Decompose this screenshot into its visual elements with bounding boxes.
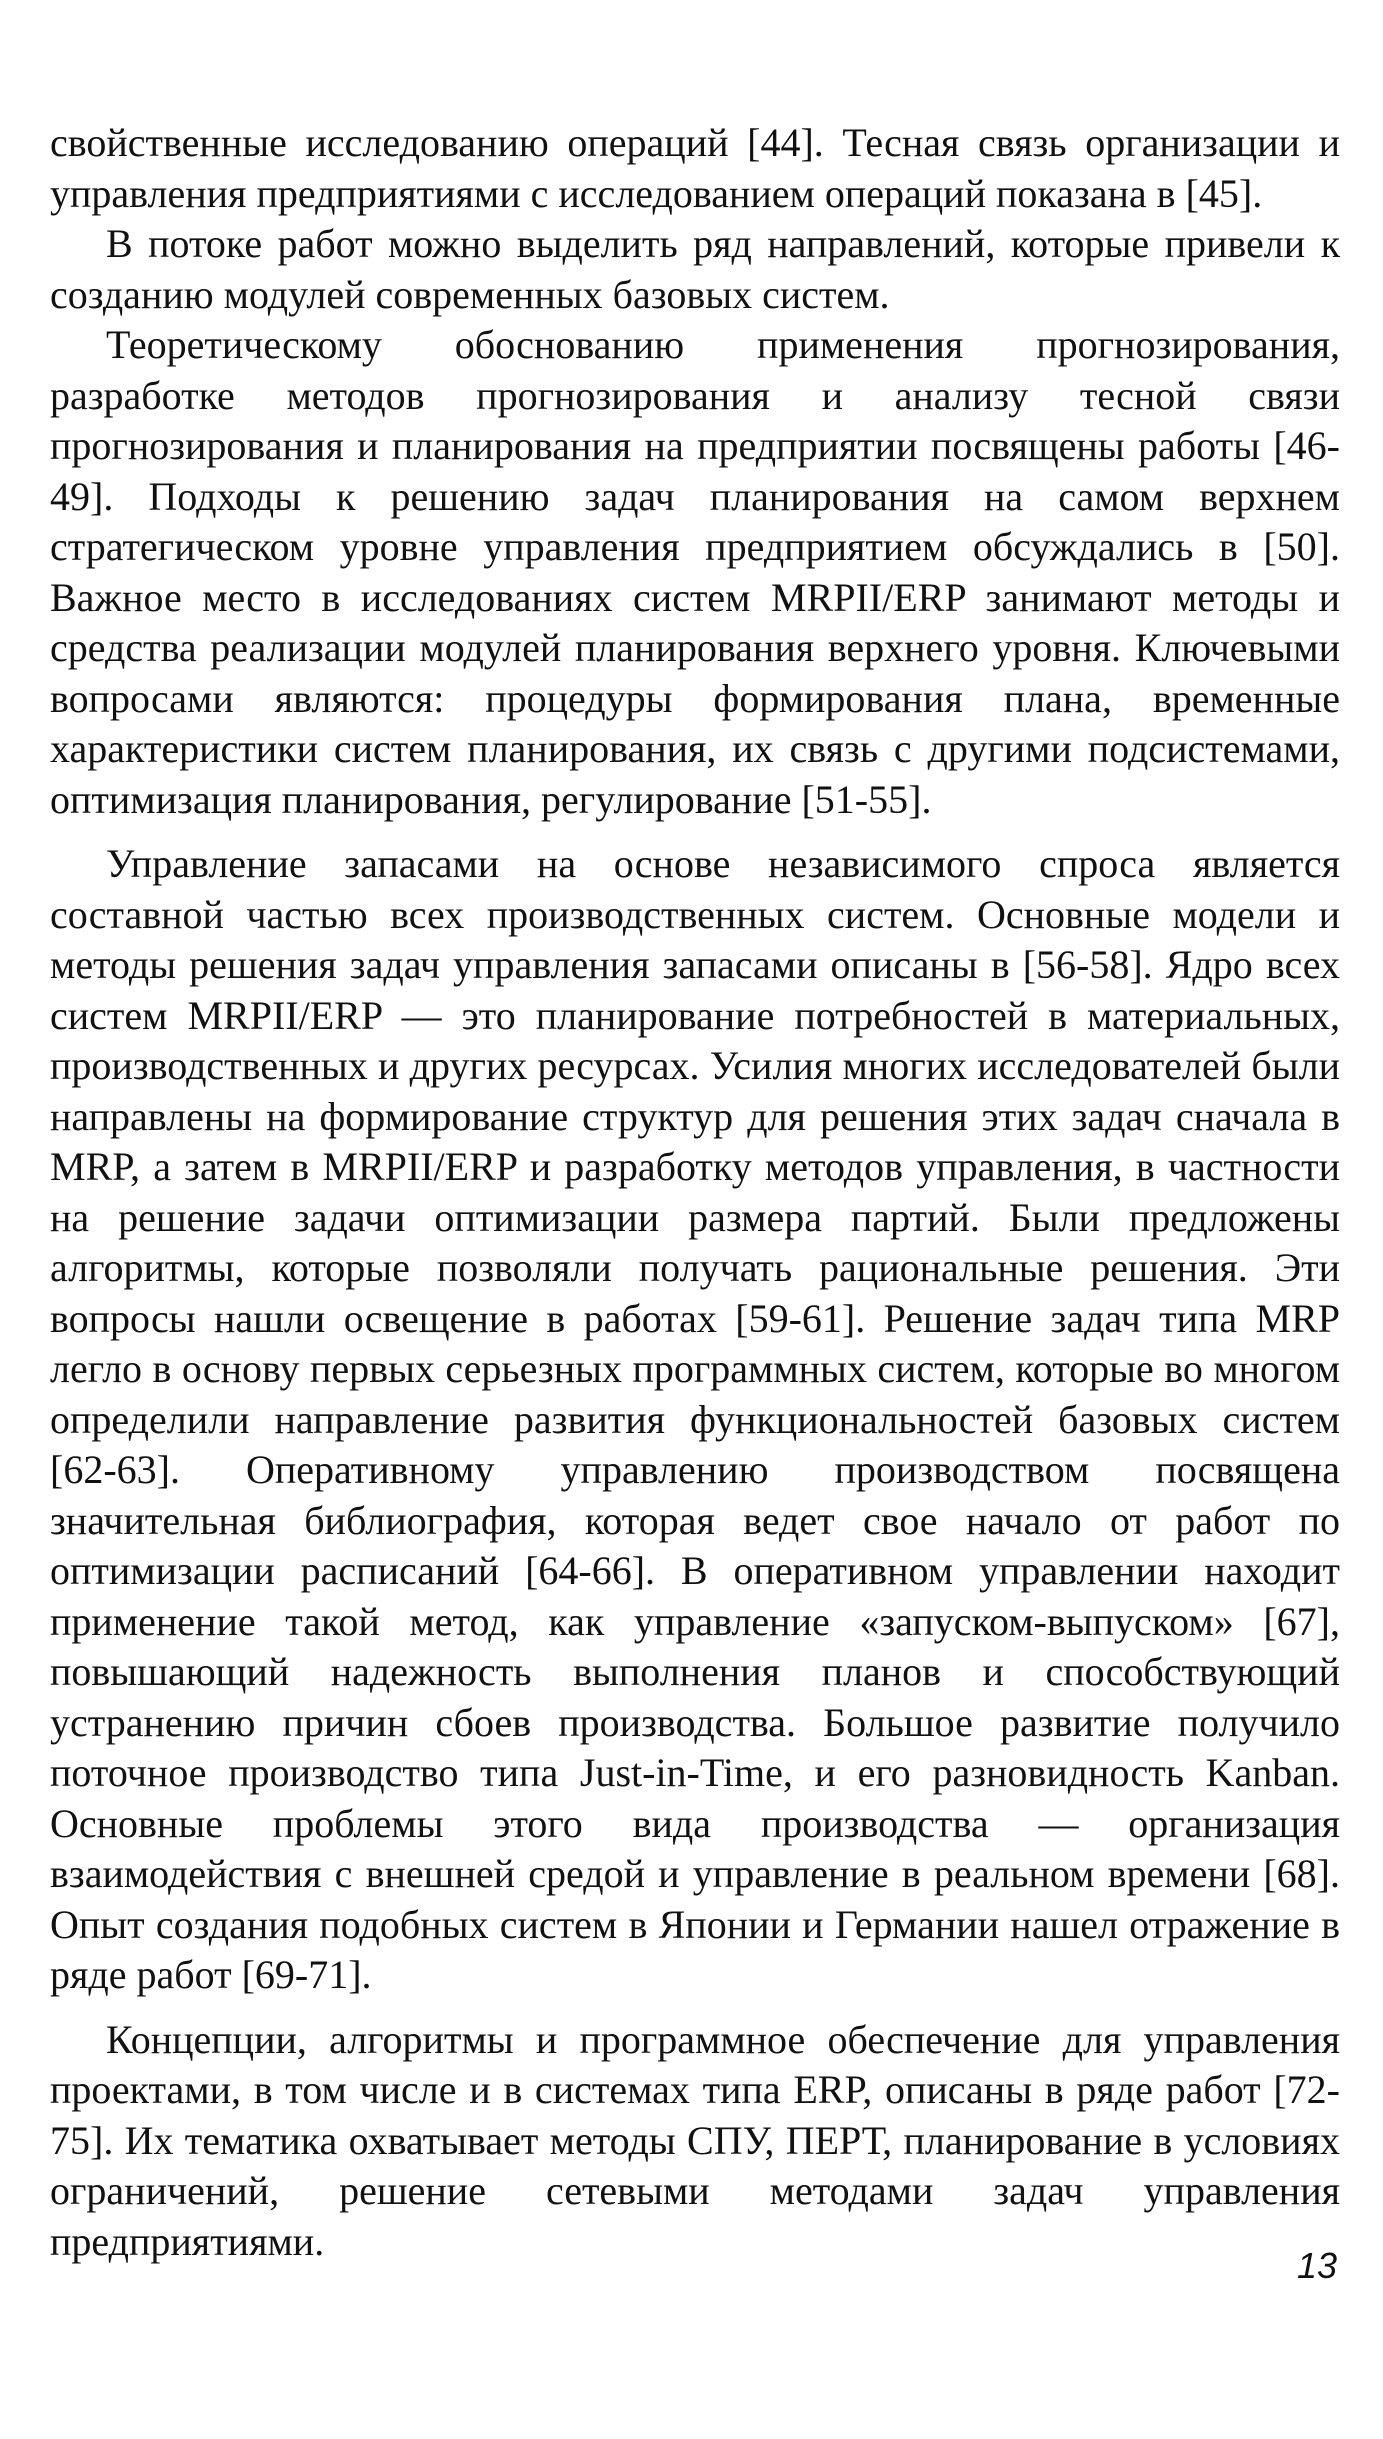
paragraph-inventory-management: Управление запасами на основе независимого спроса является составной частью всех производственных систем. Основные модели и методы решения задач управления запасами описаны в [56-58]. Ядро всех систем MRPII/ERP — это планирование потребностей в материальных, производственных и других ресурсах. Усилия многих исследователей были направлены на формирование структур для решения этих задач сначала в MRP, а затем в MRPII/ERP и разработку методов управления, в частности на решение задачи оптимизации размера партий. Были предложены алгоритмы, которые позволяли получать рациональные решения. Эти вопросы нашли освещение в работах [59-61]. Решение задач типа MRP легло в основу первых серьезных программных систем, которые во многом определили направление развития функциональностей базовых систем [62-63]. Оперативному управлению производством посвящена значительная библиография, которая ведет свое начало от работ по оптимизации расписаний [64-66]. В оперативном управлении находит применение такой метод, как управление «запуском-выпуском» [67], повышающий надежность выполнения планов и способствующий устранению причин сбоев производства. Большое развитие получило поточное производство типа Just-in-Time, и его разновидность Kanban. Основные проблемы этого вида производства — организация взаимодействия с внешней средой и управление в реальном времени [68]. Опыт создания подобных систем в Японии и Германии нашел отражение в ряде работ [69-71]. <box>50 841 1340 1997</box>
paragraph-research-directions: В потоке работ можно выделить ряд направлений, которые привели к созданию модулей современных базовых систем. <box>50 221 1340 317</box>
paragraph-forecasting-planning: Теоретическому обоснованию применения прогнозирования, разработке методов прогнозирования и анализу тесной связи прогнозирования и планирования на предприятии посвящены работы [46-49]. Подходы к решению задач планирования на самом верхнем стратегическом уровне управления предприятием обсуждались в [50]. Важное место в исследованиях систем MRPII/ERP занимают методы и средства реализации модулей планирования верхнего уровня. Ключевыми вопросами являются: процедуры формирования плана, временные характеристики систем планирования, их связь с другими подсистемами, оптимизация планирования, регулирование [51-55]. <box>50 322 1340 822</box>
paragraph-project-management: Концепции, алгоритмы и программное обеспечение для управления проектами, в том числе и в системах типа ERP, описаны в ряде работ [72-75]. Их тематика охватывает методы СПУ, ПЕРТ, планирование в условиях ограничений, решение сетевыми методами задач управления предприятиями. <box>50 2016 1340 2264</box>
body-text <box>50 118 1340 2267</box>
page-number: 13 <box>1296 2245 1337 2286</box>
paragraph-continuation: свойственные исследованию операций [44]. Тесная связь организации и управления предприятиями с исследованием операций показана в [45]. <box>50 120 1340 216</box>
